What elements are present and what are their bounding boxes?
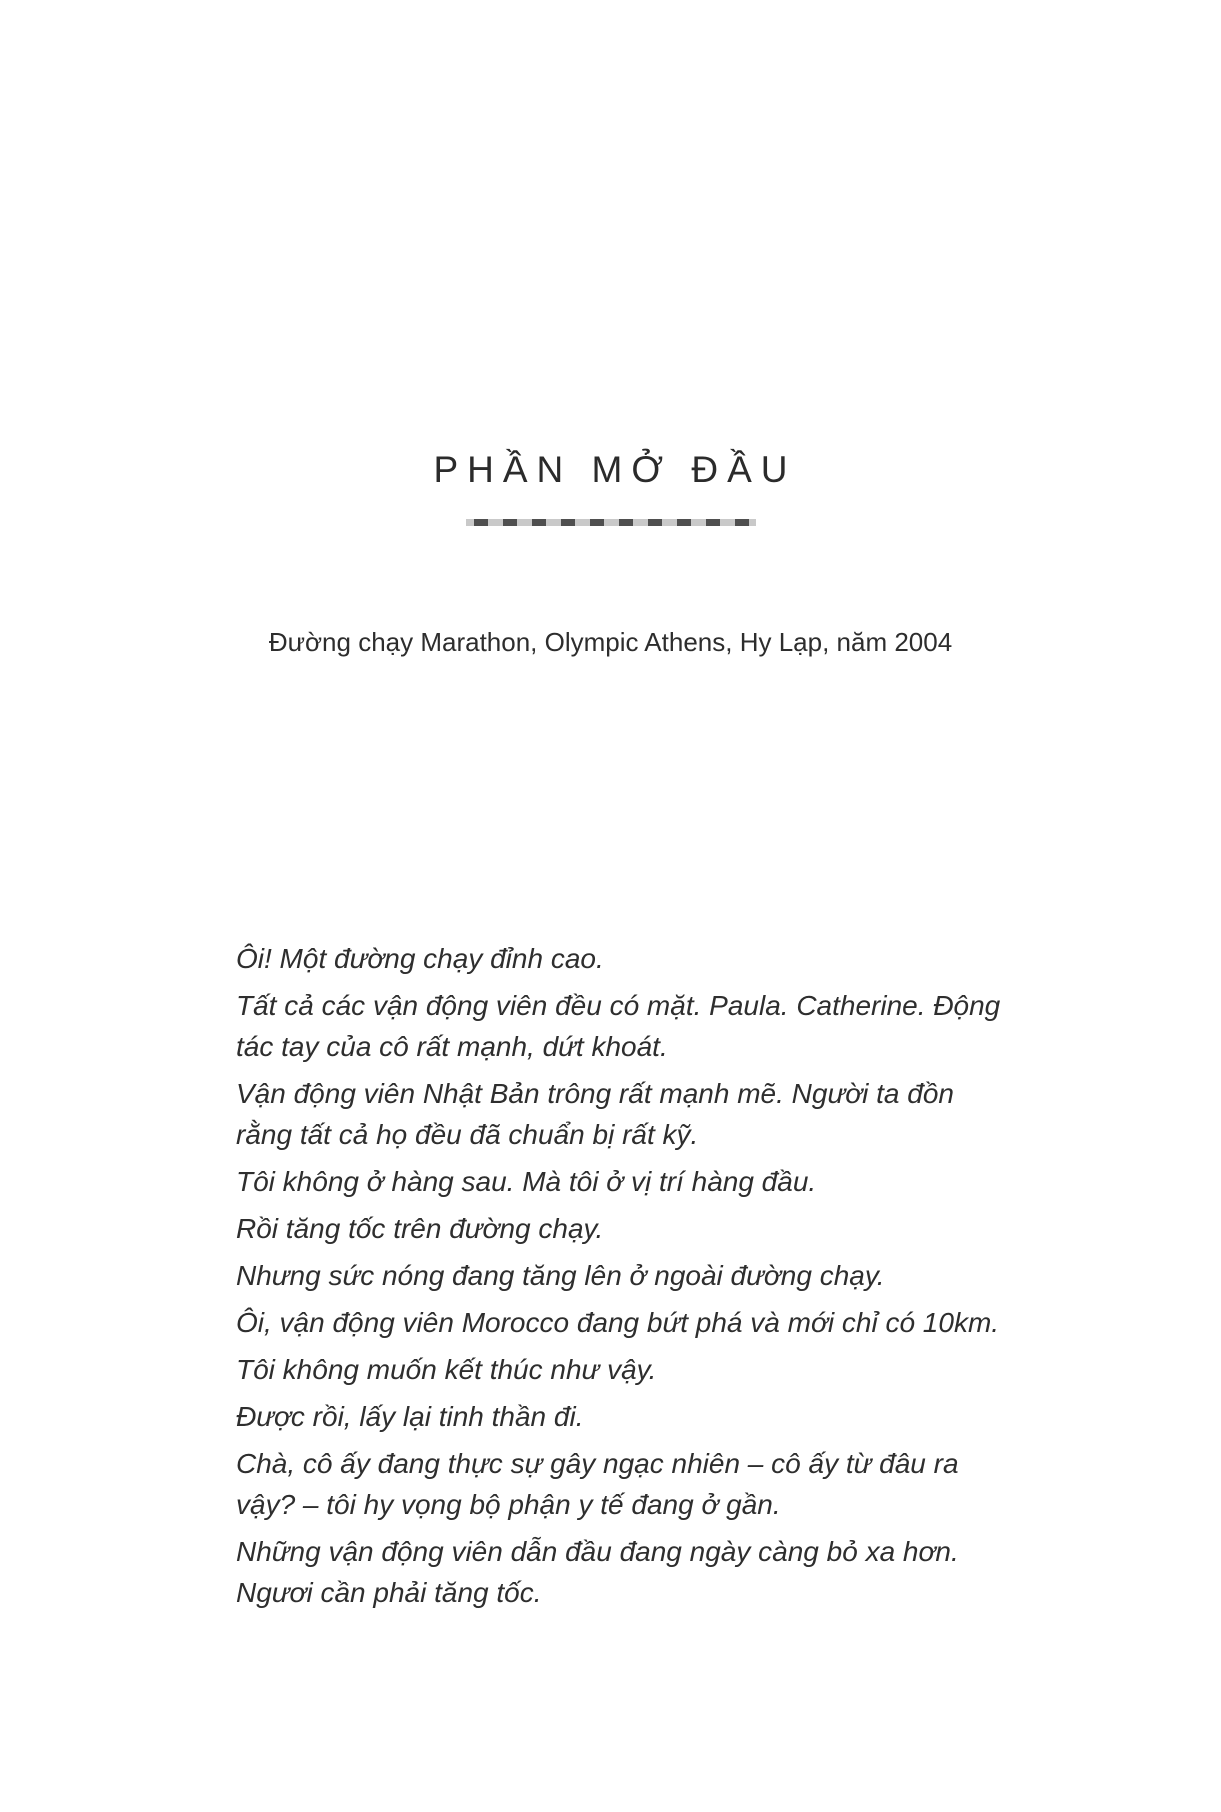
body-paragraph: Rồi tăng tốc trên đường chạy.	[236, 1213, 604, 1244]
dashed-divider	[466, 519, 756, 526]
body-paragraph: Ôi, vận động viên Morocco đang bứt phá và mới chỉ có 10km.	[236, 1307, 1000, 1338]
body-paragraph: Tất cả các vận động viên đều có mặt. Paula. Catherine. Động tác tay của cô rất mạnh, dứt khoát.	[236, 990, 1001, 1062]
scene-caption: Đường chạy Marathon, Olympic Athens, Hy Lạp, năm 2004	[268, 627, 953, 657]
body-paragraph: Chà, cô ấy đang thực sự gây ngạc nhiên – cô ấy từ đâu ra vậy? – tôi hy vọng bộ phận y tế đang ở gần.	[236, 1448, 959, 1520]
body-paragraph: Nhưng sức nóng đang tăng lên ở ngoài đường chạy.	[236, 1260, 885, 1291]
chapter-body	[236, 938, 1014, 1619]
body-paragraph: Được rồi, lấy lại tinh thần đi.	[236, 1401, 584, 1432]
body-paragraph: Tôi không ở hàng sau. Mà tôi ở vị trí hàng đầu.	[236, 1166, 817, 1197]
body-paragraph: Những vận động viên dẫn đầu đang ngày càng bỏ xa hơn. Ngươi cần phải tăng tốc.	[236, 1536, 959, 1608]
chapter-title: PHẦN MỞ ĐẦU	[433, 449, 797, 490]
body-paragraph: Ôi! Một đường chạy đỉnh cao.	[236, 943, 604, 974]
body-paragraph: Vận động viên Nhật Bản trông rất mạnh mẽ. Người ta đồn rằng tất cả họ đều đã chuẩn bị rất kỹ.	[236, 1078, 954, 1150]
body-paragraph: Tôi không muốn kết thúc như vậy.	[236, 1354, 657, 1385]
chapter-header	[0, 450, 1221, 491]
